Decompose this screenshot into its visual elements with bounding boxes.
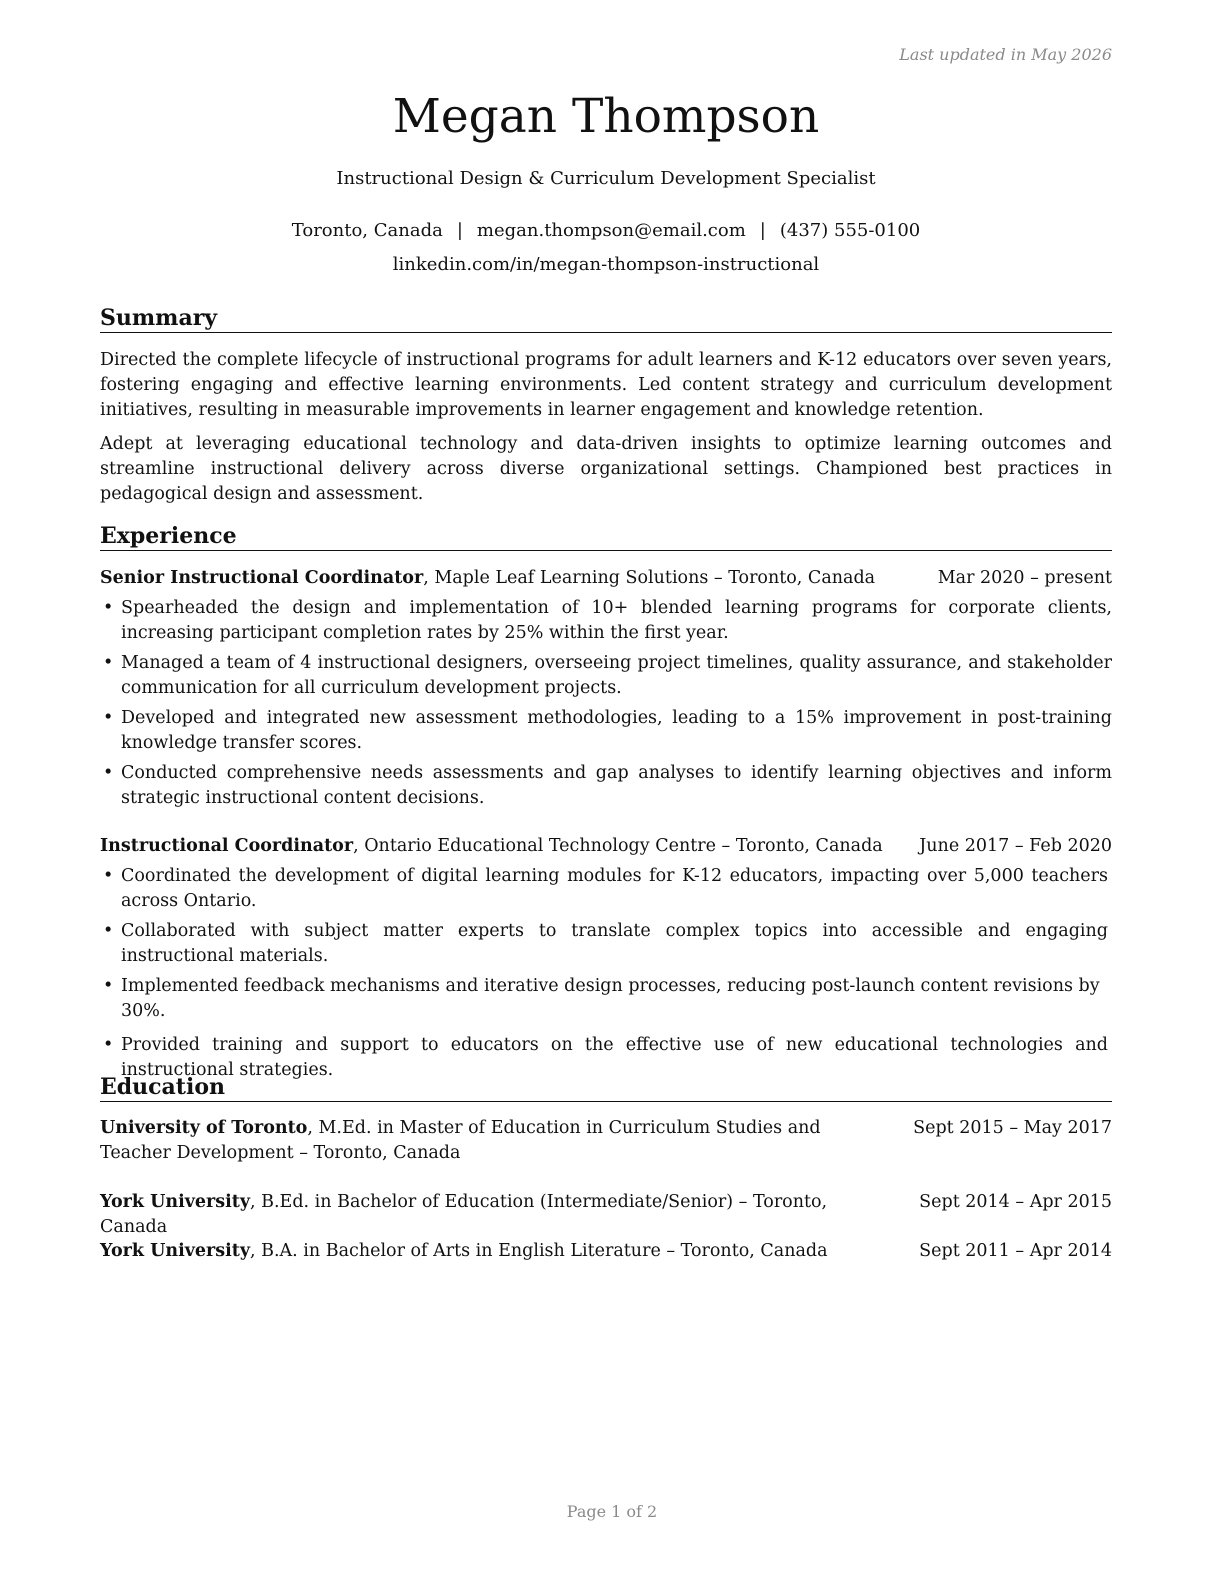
job-bullet: • Collaborated with subject matter experts to translate complex topics into accessible and engaging instructional materials. — [103, 921, 1108, 966]
school-name: York University — [100, 1192, 250, 1212]
summary-paragraph: Directed the complete lifecycle of instructional programs for adult learners and K-12 educators over seven years, fostering engaging and effective learning environments. Led content strategy and curriculum development initiatives, resulting in measurable improvements in learner engagement and knowledge retention. — [100, 350, 1112, 420]
contact-separator: | — [456, 220, 463, 241]
job-dates: Mar 2020 – present — [937, 568, 1112, 588]
phone-link[interactable]: (437) 555-0100 — [779, 220, 921, 241]
job-role: Instructional Coordinator — [100, 836, 354, 856]
education-dates: Sept 2011 – Apr 2014 — [919, 1241, 1112, 1261]
job-role: Senior Instructional Coordinator — [100, 568, 424, 588]
summary-heading: Summary — [100, 305, 1112, 333]
job-bullet: • Implemented feedback mechanisms and iterative design processes, reducing post-launch content revisions by 30%. — [103, 976, 1100, 1021]
education-dates: Sept 2015 – May 2017 — [913, 1118, 1112, 1138]
bullet-icon: • — [103, 1035, 114, 1055]
job-organization: , Ontario Educational Technology Centre – Toronto, Canada — [353, 836, 883, 856]
linkedin-link[interactable]: linkedin.com/in/megan-thompson-instructional — [392, 254, 820, 275]
bullet-icon: • — [103, 921, 114, 941]
job-bullet: • Spearheaded the design and implementation of 10+ blended learning programs for corporate clients, increasing participant completion rates by 25% within the first year. — [103, 598, 1112, 643]
school-name: York University — [100, 1241, 250, 1261]
contact-line — [100, 220, 1112, 242]
location-text: Toronto, Canada — [291, 220, 443, 241]
job-dates: June 2017 – Feb 2020 — [919, 836, 1112, 856]
last-updated-note: Last updated in May 2026 — [899, 45, 1112, 64]
bullet-icon: • — [103, 708, 114, 728]
job-organization: , Maple Leaf Learning Solutions – Toronto, Canada — [423, 568, 876, 588]
school-name: University of Toronto — [100, 1118, 308, 1138]
degree-detail: , B.Ed. in Bachelor of Education (Intermediate/Senior) – Toronto, Canada — [100, 1192, 828, 1237]
contact-separator: | — [759, 220, 766, 241]
degree-detail: , M.Ed. in Master of Education in Curriculum Studies and Teacher Development – Toronto, Canada — [100, 1118, 821, 1163]
candidate-headline: Instructional Design & Curriculum Development Specialist — [336, 168, 876, 189]
job-bullet: • Coordinated the development of digital learning modules for K-12 educators, impacting over 5,000 teachers across Ontario. — [103, 866, 1108, 911]
job-bullet: • Provided training and support to educators on the effective use of new educational technologies and instructional strategies. — [103, 1035, 1108, 1080]
education-dates: Sept 2014 – Apr 2015 — [919, 1192, 1112, 1212]
page-number: Page 1 of 2 — [566, 1502, 658, 1521]
bullet-icon: • — [103, 976, 114, 996]
bullet-icon: • — [103, 653, 114, 673]
education-heading: Education — [100, 1074, 1112, 1102]
job-bullet-list — [100, 864, 1108, 1083]
job-bullet: • Conducted comprehensive needs assessments and gap analyses to identify learning objectives and inform strategic instructional content decisions. — [103, 763, 1112, 808]
email-link[interactable]: megan.thompson@email.com — [476, 220, 746, 241]
bullet-icon: • — [103, 763, 114, 783]
degree-detail: , B.A. in Bachelor of Arts in English Literature – Toronto, Canada — [250, 1241, 828, 1261]
bullet-icon: • — [103, 598, 114, 618]
experience-heading: Experience — [100, 523, 1112, 551]
summary-paragraph: Adept at leveraging educational technology and data-driven insights to optimize learning outcomes and streamline instructional delivery across diverse organizational settings. Championed best practices in pedagogical design and assessment. — [100, 434, 1112, 504]
job-bullet: • Developed and integrated new assessment methodologies, leading to a 15% improvement in post-training knowledge transfer scores. — [103, 708, 1112, 753]
job-bullet-list — [100, 596, 1112, 811]
candidate-name: Megan Thompson — [392, 89, 820, 144]
job-bullet: • Managed a team of 4 instructional designers, overseeing project timelines, quality assurance, and stakeholder communication for all curriculum development projects. — [103, 653, 1112, 698]
bullet-icon: • — [103, 866, 114, 886]
